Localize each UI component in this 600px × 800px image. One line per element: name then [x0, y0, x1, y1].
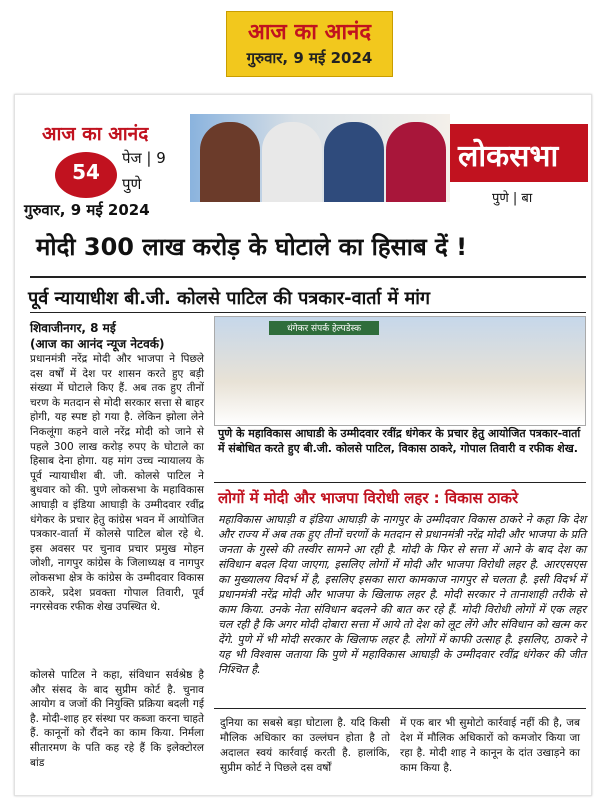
photo-caption: पुणे के महाविकास आघाडी के उम्मीदवार रवींद्र धंगेकर के प्रचार हेतु आयोजित पत्रकार-वार्ता में संबोधित करते हुए बी.जी. कोलसे पाटिल, विकास ठाकरे, गोपाल तिवारी व रफीक शेख.: [218, 427, 581, 455]
leader-photos: [190, 114, 450, 202]
masthead-city: पुणे: [122, 175, 142, 193]
masthead: [22, 114, 588, 224]
box-article-text: महाविकास आघाड़ी व इंडिया आघाड़ी के नागपुर के उम्मीदवार विकास ठाकरे ने कहा कि देश और राज्य में अब तक हुए तीनों चरणों के मतदान से प्रधानमंत्री नरेंद्र मोदी और भाजपा के प्रति जनता के गुस्से की तस्वीर सामने आ रही है. मोदी के फिर से सत्ता में आने के बाद देश का संविधान बदल दिया जाएगा, इसलिए लोगों में मोदी और भाजपा विरोधी लहर है. आरएसएस का मुख्यालय विदर्भ में है, इसलिए इसका सारा कामकाज नागपुर से चलता है. इसी विदर्भ में प्रधानमंत्री नरेंद्र मोदी और भाजपा के खिलाफ लहर है. मोदी सरकार ने तानाशाही तरीके से काम किया. उनके नेता संविधान बदलने की बात कर रहे हैं. मोदी विरोधी लोगों में एक लहर चल रही है कि अगर मोदी दोबारा सत्ता में आये तो देश को लूट लेंगे और संविधान को खत्म कर देंगे. पुणे में भी मोदी सरकार के खिलाफ लहर है. लोगों में काफी उत्साह है. इसलिए, ठाकरे ने यह भी विश्वास जताया कि पुणे में महाविकास आघाड़ी के उम्मीदवार रवींद्र धंगेकर की जीत निश्चित है.: [218, 513, 586, 676]
election-banner: लोकसभा: [450, 124, 588, 182]
article-column-1: प्रधानमंत्री नरेंद्र मोदी और भाजपा ने पिछले दस वर्षों में देश पर शासन करते हुए बड़ी संख्या में घोटाले किए हैं. अब तक हुए तीनों चरण के मतदान से मोदी सरकार सत्ता से बाहर होगी, यह स्पष्ट हो गया है. लेकिन झोला लेने निकलूंगा कहने वाले नरेंद्र मोदी को जाने से पहले 300 लाख करोड़ रुपए के घोटाले का हिसाब देना होगा. यह मांग उच्च न्यायालय के पूर्व न्यायाधीश बी. जी. कोलसे पाटिल ने बुधवार को की. पुणे लोकसभा के महाविकास आघाड़ी व इंडिया आघाड़ी के उम्मीदवार रवींद्र धंगेकर के प्रचार हेतु कांग्रेस भवन में आयोजित पत्रकार-वार्ता में कोलसे पाटिल बोल रहे थे. इस अवसर पर चुनाव प्रचार प्रमुख मोहन जोशी, नागपुर कांग्रेस के जिलाध्यक्ष व नागपुर लोकसभा क्षेत्र के कांग्रेस के उम्मीदवार विकास ठाकरे, प्रदेश प्रवक्ता गोपाल तिवारी, पूर्व नगरसेवक रफीक शेख उपस्थित थे.: [30, 353, 204, 614]
article-column-3: दुनिया का सबसे बड़ा घोटाला है. यदि किसी मौलिक अधिकार का उल्लंघन होता है तो अदालत स्वयं कार्रवाई करती है. हालांकि, सुप्रीम कोर्ट ने पिछले दस वर्षों: [220, 717, 390, 774]
portrait-4: [386, 122, 446, 202]
page-number: पेज | 9: [122, 149, 166, 167]
divider: [214, 482, 586, 483]
anniversary-emblem-icon: [55, 152, 117, 198]
emblem-number: 54: [72, 160, 100, 184]
edition-tag-date: गुरुवार, 9 मई 2024: [246, 49, 373, 67]
subheadline: पूर्व न्यायाधीश बी.जी. कोलसे पाटिल की पत्रकार-वार्ता में मांग: [28, 288, 431, 309]
dateline: शिवाजीनगर, 8 मई: [30, 321, 116, 335]
portrait-1: [200, 122, 260, 202]
divider: [214, 708, 586, 709]
banner-subtext: पुणे | बा: [492, 191, 533, 206]
divider: [30, 312, 586, 313]
article-column-1-continued: कोलसे पाटिल ने कहा, संविधान सर्वश्रेष्ठ है और संसद के बाद सुप्रीम कोर्ट है. चुनाव आयोग व जजों की नियुक्ति प्रक्रिया बदली गई है. मोदी-शाह हर संस्था पर कब्जा करना चाहते हैं. कानूनों को रौंदने का काम किया. निर्मला सीतारमण के पति कह रहे हैं कि इलेक्टोरल बांड: [30, 669, 204, 769]
headline: मोदी 300 लाख करोड़ के घोटाले का हिसाब दें !: [36, 233, 468, 261]
edition-tag-title: आज का आनंद: [247, 20, 372, 45]
portrait-2: [262, 122, 322, 202]
divider: [30, 276, 586, 278]
paper-name: आज का आनंद: [42, 123, 149, 145]
press-conference-photo: [214, 316, 586, 426]
edition-tag: [226, 11, 393, 77]
byline: [30, 320, 164, 352]
article-column-4: में एक बार भी सुमोटो कार्रवाई नहीं की है, जब देश में मौलिक अधिकारों को कमजोर किया जा रहा है. मोदी शाह ने कानून के दांत उखाड़ने का काम किया है.: [400, 717, 580, 774]
news-source: (आज का आनंद न्यूज नेटवर्क): [30, 337, 165, 351]
box-headline: लोगों में मोदी और भाजपा विरोधी लहर : विकास ठाकरे: [218, 489, 519, 507]
masthead-date: गुरुवार, 9 मई 2024: [24, 201, 150, 219]
portrait-3: [324, 122, 384, 202]
photo-banner-text: धंगेकर संपर्क हेल्पडेस्क: [269, 321, 379, 335]
